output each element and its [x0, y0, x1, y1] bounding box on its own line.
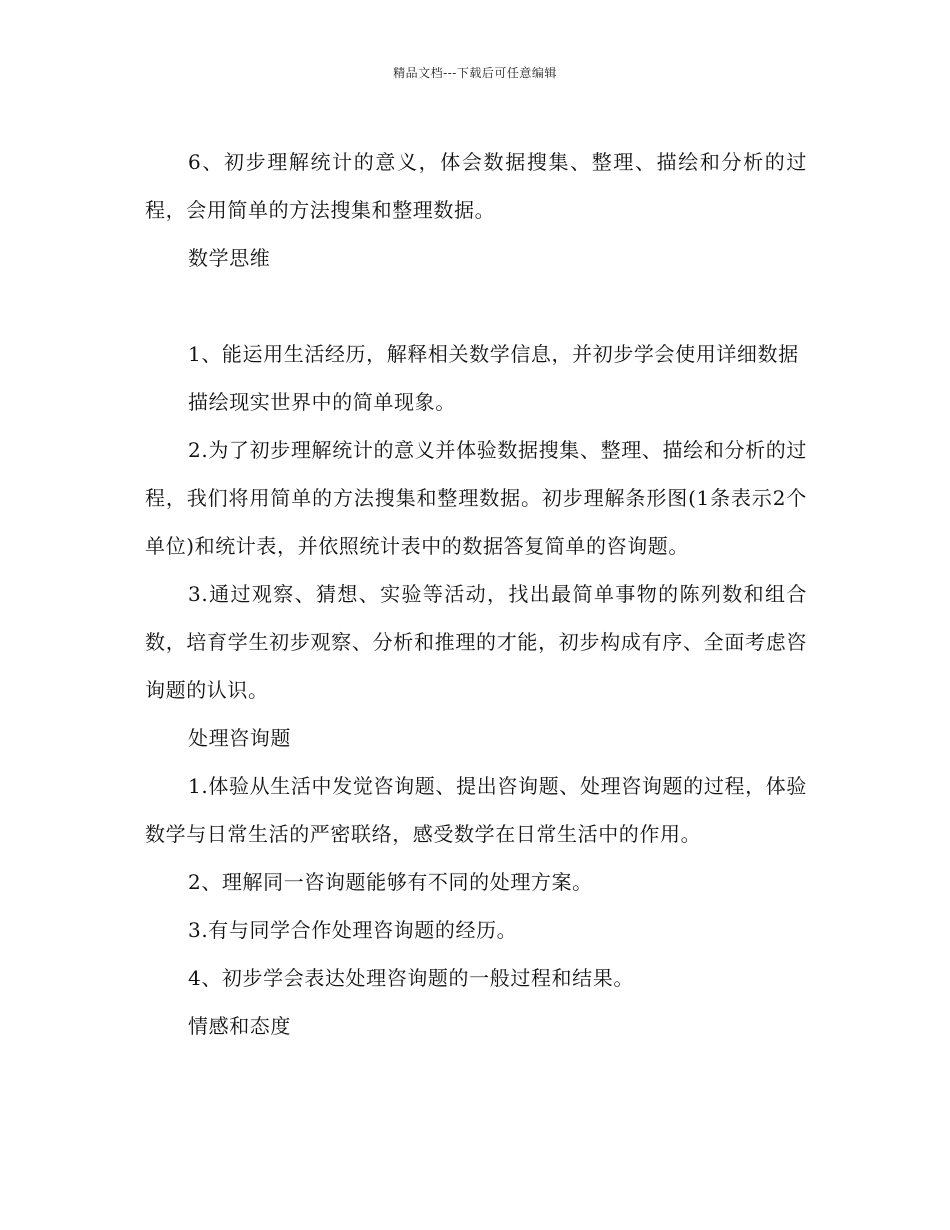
section-heading-emotion-attitude: 情感和态度	[188, 1014, 291, 1038]
section-heading-problem-solving: 处理咨询题	[188, 726, 291, 750]
section-heading-math-thinking: 数学思维	[188, 246, 271, 270]
paragraph-solving-4: 4、初步学会表达处理咨询题的一般过程和结果。	[188, 966, 634, 990]
paragraph-thinking-1: 1、能运用生活经历，解释相关数学信息，并初步学会使用详细数据	[188, 342, 799, 366]
paragraph-statistics-goal: 6、初步理解统计的意义，体会数据搜集、整理、描绘和分析的过程，会用简单的方法搜集和整理数据。	[145, 150, 807, 222]
paragraph-thinking-1-continued: 描绘现实世界中的简单现象。	[188, 390, 456, 414]
paragraph-thinking-3: 3.通过观察、猜想、实验等活动，找出最简单事物的陈列数和组合数，培育学生初步观察、分析和推理的才能，初步构成有序、全面考虑咨询题的认识。	[145, 582, 807, 702]
paragraph-thinking-2: 2.为了初步理解统计的意义并体验数据搜集、整理、描绘和分析的过程，我们将用简单的方法搜集和整理数据。初步理解条形图(1条表示2个单位)和统计表，并依照统计表中的数据答复简单的咨询题。	[145, 438, 807, 558]
document-body	[145, 138, 807, 1050]
paragraph-solving-3: 3.有与同学合作处理咨询题的经历。	[188, 918, 518, 942]
paragraph-solving-2: 2、理解同一咨询题能够有不同的处理方案。	[188, 870, 593, 894]
page-header: 精品文档---下载后可任意编辑	[393, 66, 557, 80]
paragraph-solving-1: 1.体验从生活中发觉咨询题、提出咨询题、处理咨询题的过程，体验数学与日常生活的严密联络，感受数学在日常生活中的作用。	[145, 774, 807, 846]
